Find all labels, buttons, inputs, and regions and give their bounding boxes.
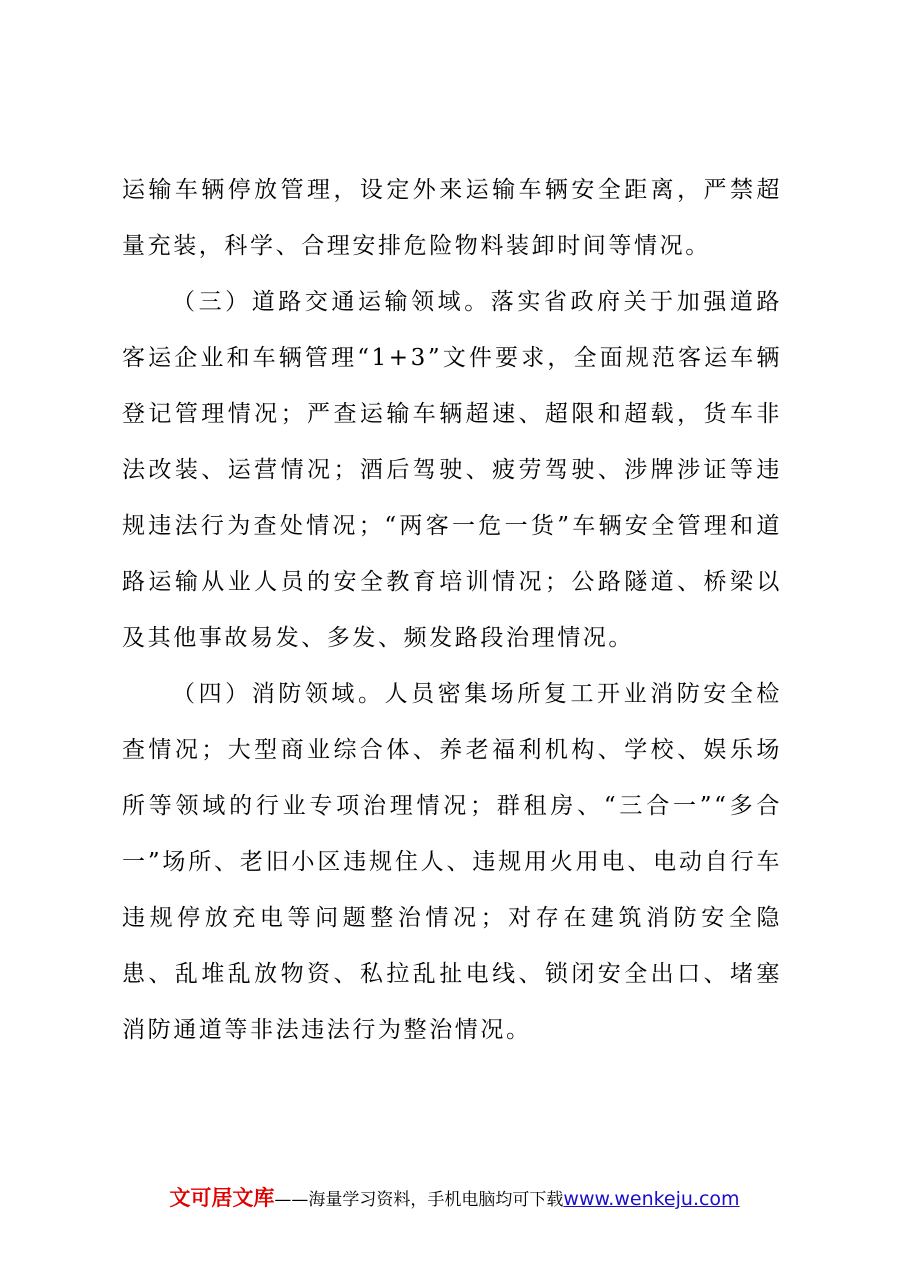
paragraph-fire-safety: （四）消防领域。人员密集场所复工开业消防安全检查情况；大型商业综合体、养老福利机构、学校、娱乐场所等领域的行业专项治理情况；群租房、“三合一”“多合一”场所、老旧小区违规住人、违规用火用电、电动自行车违规停放充电等问题整治情况；对存在建筑消防安全隐患、乱堆乱放物资、私拉乱扯电线、锁闭安全出口、堵塞消防通道等非法违法行为整治情况。	[122, 681, 782, 1043]
document-body	[122, 162, 782, 1058]
footer-tagline: ——海量学习资料，手机电脑均可下载	[274, 1190, 564, 1210]
paragraph-road-transport: （三）道路交通运输领域。落实省政府关于加强道路客运企业和车辆管理“1+3”文件要求，全面规范客运车辆登记管理情况；严查运输车辆超速、超限和超载，货车非法改装、运营情况；酒后驾驶、疲劳驾驶、涉牌涉证等违规违法行为查处情况；“两客一危一货”车辆安全管理和道路运输从业人员的安全教育培训情况；公路隧道、桥梁以及其他事故易发、多发、频发路段治理情况。	[122, 289, 782, 651]
paragraph-continuation: 运输车辆停放管理，设定外来运输车辆安全距离，严禁超量充装，科学、合理安排危险物料装卸时间等情况。	[122, 177, 782, 259]
footer-watermark	[0, 1182, 909, 1212]
footer-site-link[interactable]: www.wenkeju.com	[563, 1188, 740, 1210]
footer-brand: 文可居文库	[169, 1186, 275, 1210]
